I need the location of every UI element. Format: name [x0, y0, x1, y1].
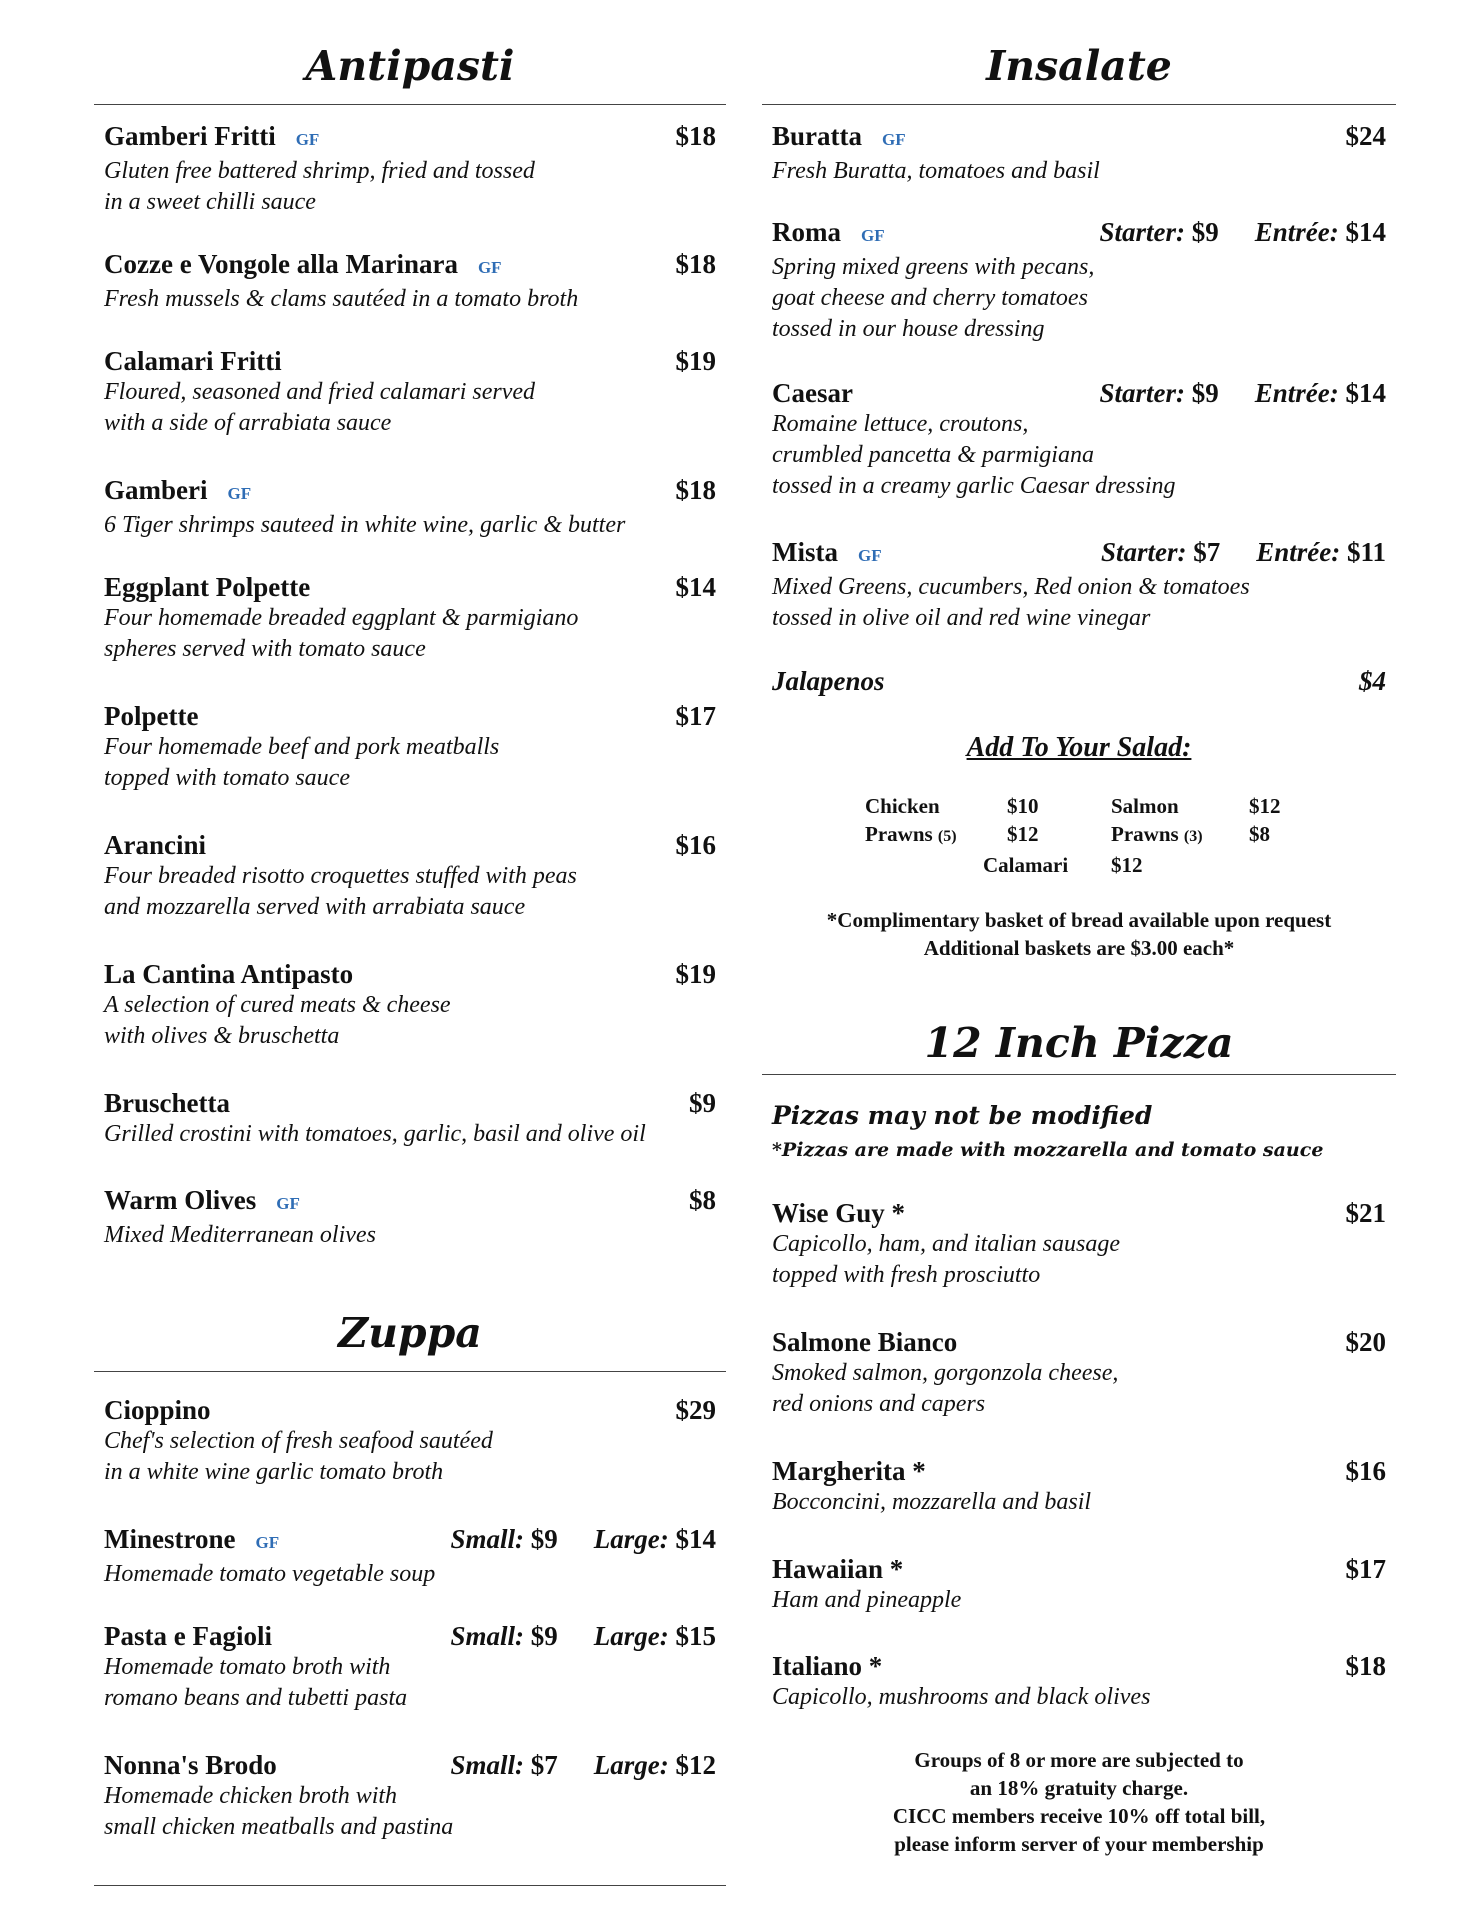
item-name: Eggplant Polpette [104, 572, 311, 602]
large-price: $15 [675, 1621, 716, 1651]
menu-item-nonnas-brodo [94, 1749, 726, 1843]
entree-price-option [1255, 377, 1386, 409]
small-label: Small: [450, 1750, 525, 1780]
item-name: Minestrone [104, 1524, 236, 1554]
entree-label: Entrée: [1254, 378, 1339, 408]
item-description: Fresh mussels & clams sautéed in a tomato broth [104, 286, 579, 312]
item-price: $18 [1345, 1651, 1386, 1681]
addon-prawns-5-price: $12 [1007, 822, 1039, 846]
menu-item-calamari-fritti [94, 345, 726, 439]
item-name: Cozze e Vongole alla Marinara [104, 249, 458, 279]
item-description: Fresh Buratta, tomatoes and basil [772, 158, 1100, 184]
large-label: Large: [593, 1621, 669, 1651]
item-description: Smoked salmon, gorgonzola cheese, red onions and capers [772, 1360, 1119, 1417]
item-price: $16 [675, 830, 716, 860]
addon-calamari-price: $12 [1111, 853, 1143, 877]
item-name: Pasta e Fagioli [104, 1621, 272, 1651]
item-name: Warm Olives [104, 1185, 257, 1215]
item-name: Salmone Bianco [772, 1327, 958, 1357]
menu-item-salmone-bianco [762, 1326, 1396, 1420]
addon-salmon: Salmon [1111, 794, 1179, 818]
insalate-title: Insalate [986, 42, 1172, 90]
pizza-divider [762, 1074, 1396, 1075]
menu-item-gamberi-fritti [94, 120, 726, 218]
item-name: Jalapenos [772, 666, 885, 696]
addons-row [762, 820, 1396, 851]
item-description: Mixed Mediterranean olives [104, 1222, 376, 1248]
addon-calamari: Calamari [983, 853, 1069, 877]
starter-price-option [1099, 216, 1218, 248]
gf-badge: GF [295, 130, 320, 149]
addon-chicken: Chicken [865, 794, 940, 818]
small-price-option [451, 1620, 558, 1652]
item-description: Capicollo, mushrooms and black olives [772, 1684, 1151, 1710]
menu-item-hawaiian [762, 1553, 1396, 1616]
item-name: Gamberi Fritti [104, 121, 276, 151]
entree-price: $11 [1346, 537, 1386, 567]
starter-price: $7 [1193, 537, 1221, 567]
addon-prawns-5-qty: (5) [937, 828, 957, 845]
item-price: $20 [1345, 1327, 1386, 1357]
item-price: $18 [675, 475, 716, 505]
large-price-option [594, 1749, 716, 1781]
item-description: Romaine lettuce, croutons, crumbled pancetta & parmigiana tossed in a creamy garlic Caesar dressing [772, 411, 1176, 499]
item-description: Bocconcini, mozzarella and basil [772, 1489, 1092, 1515]
item-description: Ham and pineapple [772, 1587, 962, 1613]
large-label: Large: [593, 1750, 669, 1780]
item-description: Four homemade beef and pork meatballs topped with tomato sauce [104, 734, 500, 791]
small-label: Small: [450, 1621, 525, 1651]
item-price: $17 [1345, 1554, 1386, 1584]
item-description: Grilled crostini with tomatoes, garlic, basil and olive oil [104, 1121, 646, 1147]
footer-note-line: CICC members receive 10% off total bill, [892, 1804, 1266, 1828]
item-name: Margherita * [772, 1456, 926, 1486]
pizza-title: 12 Inch Pizza [924, 1019, 1234, 1067]
item-name: Roma [772, 217, 841, 247]
footer-note-line: Groups of 8 or more are subjected to [914, 1748, 1244, 1772]
footer-note [762, 1746, 1396, 1858]
small-price-option [451, 1523, 558, 1555]
item-description: Homemade tomato broth with romano beans and tubetti pasta [104, 1654, 408, 1711]
large-price-option [594, 1620, 716, 1652]
large-price: $12 [675, 1750, 716, 1780]
gf-badge: GF [857, 546, 882, 565]
salad-addons [762, 792, 1396, 879]
item-price: $18 [675, 249, 716, 279]
menu-item-polpette [94, 700, 726, 794]
item-price: $29 [675, 1395, 716, 1425]
item-price: $19 [675, 346, 716, 376]
menu-item-margherita [762, 1455, 1396, 1518]
large-price-option [594, 1523, 716, 1555]
item-price: $21 [1345, 1198, 1386, 1228]
entree-price: $14 [1345, 378, 1386, 408]
entree-price-option [1256, 536, 1386, 568]
item-name: Caesar [772, 378, 853, 408]
item-price: $24 [1345, 121, 1386, 151]
small-price: $9 [530, 1621, 558, 1651]
item-name: Wise Guy * [772, 1198, 906, 1228]
item-price: $17 [675, 701, 716, 731]
menu-item-caesar [762, 377, 1396, 502]
large-price: $14 [675, 1524, 716, 1554]
entree-label: Entrée: [1254, 217, 1339, 247]
addon-prawns-3-label: Prawns [1111, 822, 1179, 846]
insalate-divider [762, 104, 1396, 105]
item-name: Mista [772, 537, 838, 567]
addon-prawns-3-price: $8 [1249, 822, 1270, 846]
item-price: $4 [1359, 666, 1386, 696]
item-price: $19 [675, 959, 716, 989]
item-description: Chef's selection of fresh seafood sautéed in a white wine garlic tomato broth [104, 1428, 493, 1485]
item-description: Four homemade breaded eggplant & parmigiano spheres served with tomato sauce [104, 605, 579, 662]
entree-label: Entrée: [1256, 537, 1341, 567]
item-name: La Cantina Antipasto [104, 959, 354, 989]
gf-badge: GF [276, 1194, 300, 1213]
addon-prawns-5-label: Prawns [865, 822, 933, 846]
menu-item-gamberi [94, 474, 726, 541]
addon-salmon-price: $12 [1249, 794, 1281, 818]
menu-item-bruschetta [94, 1087, 726, 1150]
item-name: Hawaiian * [772, 1554, 904, 1584]
item-description: A selection of cured meats & cheese with olives & bruschetta [104, 992, 451, 1049]
starter-label: Starter: [1099, 217, 1185, 247]
bread-note [762, 906, 1396, 962]
addons-row [762, 851, 1396, 879]
menu-item-mista [762, 536, 1396, 634]
item-description: Mixed Greens, cucumbers, Red onion & tomatoes tossed in olive oil and red wine vinegar [772, 574, 1250, 631]
item-name: Arancini [104, 830, 207, 860]
addon-chicken-price: $10 [1007, 794, 1039, 818]
menu-item-cioppino [94, 1394, 726, 1488]
item-description: Homemade chicken broth with small chicken meatballs and pastina [104, 1783, 454, 1840]
addon-prawns-3-qty: (3) [1183, 828, 1203, 845]
item-description: 6 Tiger shrimps sauteed in white wine, garlic & butter [104, 512, 626, 538]
item-price: $9 [689, 1088, 716, 1118]
bottom-divider [94, 1885, 726, 1886]
item-name: Gamberi [104, 475, 208, 505]
item-description: Capicollo, ham, and italian sausage topped with fresh prosciutto [772, 1231, 1120, 1288]
item-name: Italiano * [772, 1651, 883, 1681]
starter-label: Starter: [1100, 537, 1187, 567]
item-description: Gluten free battered shrimp, fried and tossed in a sweet chilli sauce [104, 158, 535, 215]
large-label: Large: [593, 1524, 669, 1554]
footer-note-line: an 18% gratuity charge. [969, 1776, 1189, 1800]
small-label: Small: [450, 1524, 525, 1554]
menu-item-italiano [762, 1650, 1396, 1713]
starter-price: $9 [1191, 217, 1219, 247]
menu-item-jalapenos [762, 665, 1396, 697]
starter-label: Starter: [1099, 378, 1185, 408]
item-name: Polpette [104, 701, 199, 731]
gf-badge: GF [861, 226, 885, 245]
menu-item-arancini [94, 829, 726, 923]
item-price: $8 [689, 1185, 716, 1215]
entree-price: $14 [1345, 217, 1386, 247]
gf-badge: GF [477, 258, 502, 277]
menu-item-cozze-e-vongole [94, 248, 726, 315]
bread-note-line: *Complimentary basket of bread available upon request [826, 908, 1332, 932]
addons-row [762, 792, 1396, 820]
menu-item-pasta-e-fagioli [94, 1620, 726, 1714]
item-description: Homemade tomato vegetable soup [104, 1561, 436, 1587]
starter-price-option [1099, 377, 1218, 409]
menu-item-eggplant-polpette [94, 571, 726, 665]
pizza-note-sauce: *Pizzas are made with mozzarella and tomato sauce [772, 1139, 1324, 1161]
small-price-option [451, 1749, 558, 1781]
item-description: Floured, seasoned and fried calamari served with a side of arrabiata sauce [104, 379, 536, 436]
bread-note-line: Additional baskets are $3.00 each* [923, 936, 1235, 960]
small-price: $7 [530, 1750, 558, 1780]
starter-price-option [1101, 536, 1220, 568]
menu-item-minestrone [94, 1523, 726, 1590]
menu-item-wise-guy [762, 1197, 1396, 1291]
item-price: $14 [675, 572, 716, 602]
addon-prawns-3 [1111, 820, 1249, 851]
item-name: Cioppino [104, 1395, 211, 1425]
menu-item-warm-olives [94, 1184, 726, 1251]
item-price: $16 [1345, 1456, 1386, 1486]
item-price: $18 [675, 121, 716, 151]
menu-item-la-cantina-antipasto [94, 958, 726, 1052]
add-to-salad-title: Add To Your Salad: [966, 732, 1192, 763]
starter-price: $9 [1191, 378, 1219, 408]
item-name: Calamari Fritti [104, 346, 282, 376]
antipasti-divider [94, 104, 726, 105]
zuppa-divider [94, 1371, 726, 1372]
menu-item-buratta [762, 120, 1396, 187]
pizza-note-modified: Pizzas may not be modified [772, 1101, 1153, 1130]
item-name: Bruschetta [104, 1088, 230, 1118]
gf-badge: GF [882, 130, 906, 149]
item-name: Nonna's Brodo [104, 1750, 277, 1780]
item-name: Buratta [772, 121, 862, 151]
gf-badge: GF [255, 1533, 280, 1552]
item-description: Four breaded risotto croquettes stuffed with peas and mozzarella served with arrabiata sauce [104, 863, 577, 920]
menu-item-roma [762, 216, 1396, 345]
small-price: $9 [530, 1524, 558, 1554]
antipasti-title: Antipasti [305, 42, 515, 90]
zuppa-title: Zuppa [338, 1309, 482, 1357]
gf-badge: GF [227, 484, 252, 503]
entree-price-option [1255, 216, 1386, 248]
footer-note-line: please inform server of your membership [894, 1832, 1264, 1856]
item-description: Spring mixed greens with pecans, goat cheese and cherry tomatoes tossed in our house dressing [772, 254, 1095, 342]
addon-prawns-5 [865, 820, 1007, 851]
